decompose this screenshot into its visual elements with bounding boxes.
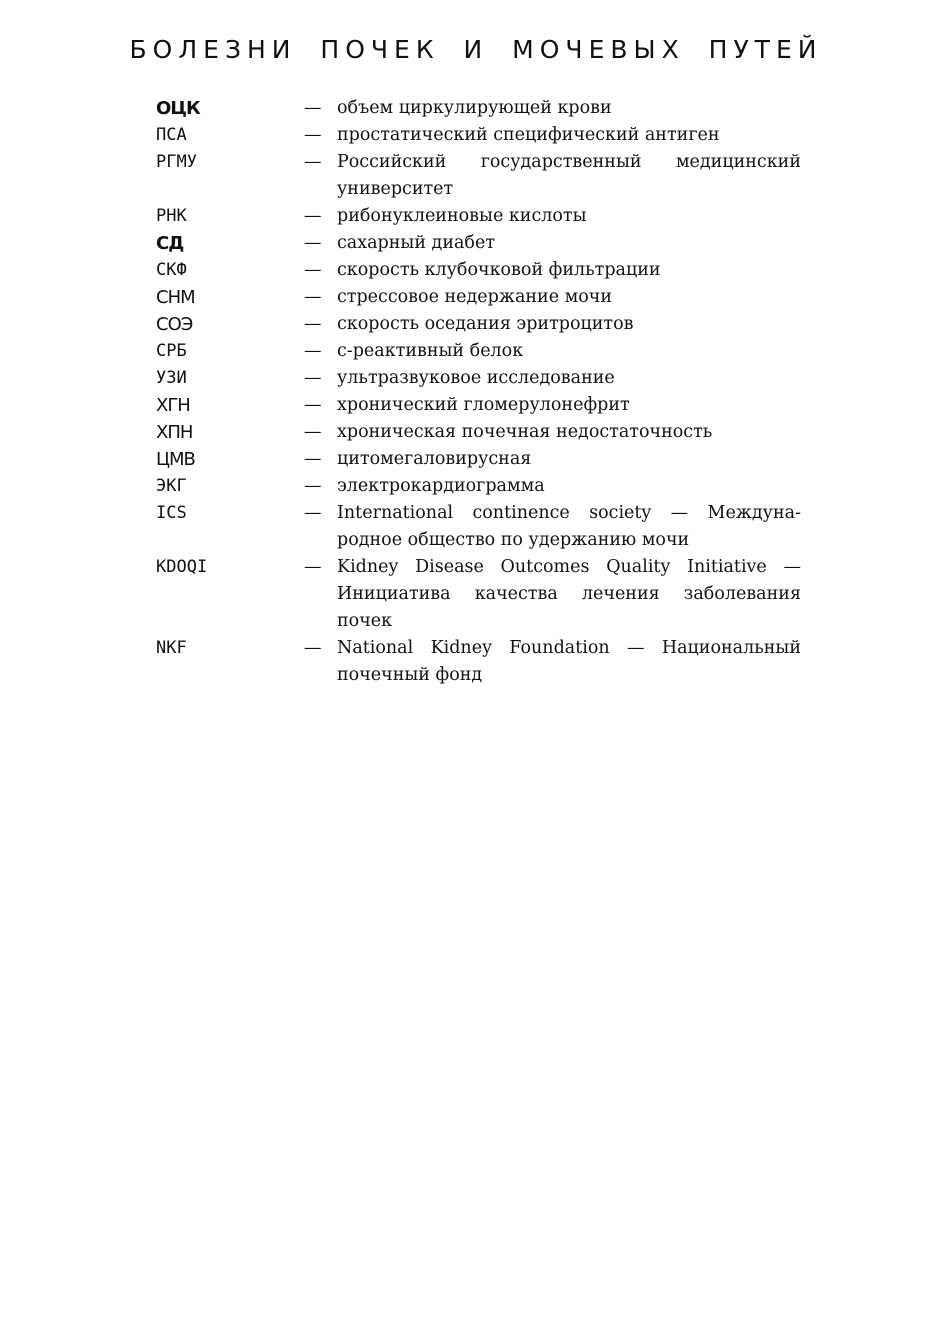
list-item [156,446,801,473]
abbreviation-code: ХПН [156,422,193,443]
abbreviation-definition: цитомегаловирусная [337,449,532,469]
page-title: БОЛЕЗНИ ПОЧЕК И МОЧЕВЫХ ПУТЕЙ [129,35,823,64]
abbreviation-code: СД [156,233,184,254]
list-item [156,473,801,500]
dash-separator: — [304,422,322,442]
abbreviation-code: СОЭ [156,314,193,335]
list-item [156,365,801,392]
abbreviation-definition: сахарный диабет [337,233,496,253]
dash-separator: — [304,557,322,577]
list-item [156,311,801,338]
list-item [156,122,801,149]
list-item [156,149,801,203]
dash-separator: — [304,125,322,145]
list-item [156,419,801,446]
abbreviation-code: ЭКГ [156,476,187,496]
abbreviation-code: СРБ [156,341,187,361]
abbreviation-definition: Kidney Disease Outcomes Quality Initiative — Инициатива качества лечения заболевания почек [337,557,801,631]
dash-separator: — [304,503,322,523]
list-item [156,284,801,311]
abbreviation-code: РНК [156,206,187,226]
abbreviation-code: ICS [156,503,187,523]
abbreviation-code: ОЦК [156,98,200,119]
abbreviation-definition: ультразвуковое исследование [337,368,615,388]
dash-separator: — [304,287,322,307]
abbreviation-list [156,95,801,689]
list-item [156,95,801,122]
list-item [156,230,801,257]
dash-separator: — [304,368,322,388]
dash-separator: — [304,476,322,496]
abbreviation-definition: National Kidney Foundation — Национальный почечный фонд [337,638,801,685]
abbreviation-code: ХГН [156,395,190,416]
dash-separator: — [304,260,322,280]
list-item [156,635,801,689]
abbreviation-definition: с-реактивный белок [337,341,524,361]
abbreviation-definition: электрокардиограмма [337,476,545,496]
dash-separator: — [304,341,322,361]
dash-separator: — [304,395,322,415]
abbreviation-definition: объем циркулирующей крови [337,98,612,118]
abbreviation-definition: хронический гломерулонефрит [337,395,630,415]
abbreviation-definition: International continence society — Международное общество по удержанию мочи [337,503,801,550]
dash-separator: — [304,152,322,172]
abbreviation-code: ЦМВ [156,449,195,470]
list-item [156,338,801,365]
abbreviation-definition: стрессовое недержание мочи [337,287,613,307]
dash-separator: — [304,206,322,226]
abbreviation-definition: Российский государственный медицинский университет [337,152,801,199]
abbreviation-definition: простатический специфический антиген [337,125,720,145]
list-item [156,203,801,230]
list-item [156,500,801,554]
abbreviation-code: ПСА [156,125,187,145]
abbreviation-code: СНМ [156,287,195,308]
abbreviation-code: NKF [156,638,187,658]
abbreviation-code: УЗИ [156,368,187,388]
list-item [156,257,801,284]
list-item [156,554,801,635]
dash-separator: — [304,449,322,469]
abbreviation-code: РГМУ [156,152,197,172]
abbreviation-definition: рибонуклеиновые кислоты [337,206,587,226]
dash-separator: — [304,98,322,118]
dash-separator: — [304,233,322,253]
abbreviation-definition: хроническая почечная недостаточность [337,422,713,442]
abbreviation-definition: скорость клубочковой фильтрации [337,260,661,280]
abbreviation-code: KDOQI [156,557,208,577]
dash-separator: — [304,638,322,658]
dash-separator: — [304,314,322,334]
abbreviation-definition: скорость оседания эритроцитов [337,314,634,334]
list-item [156,392,801,419]
abbreviation-code: СКФ [156,260,187,280]
